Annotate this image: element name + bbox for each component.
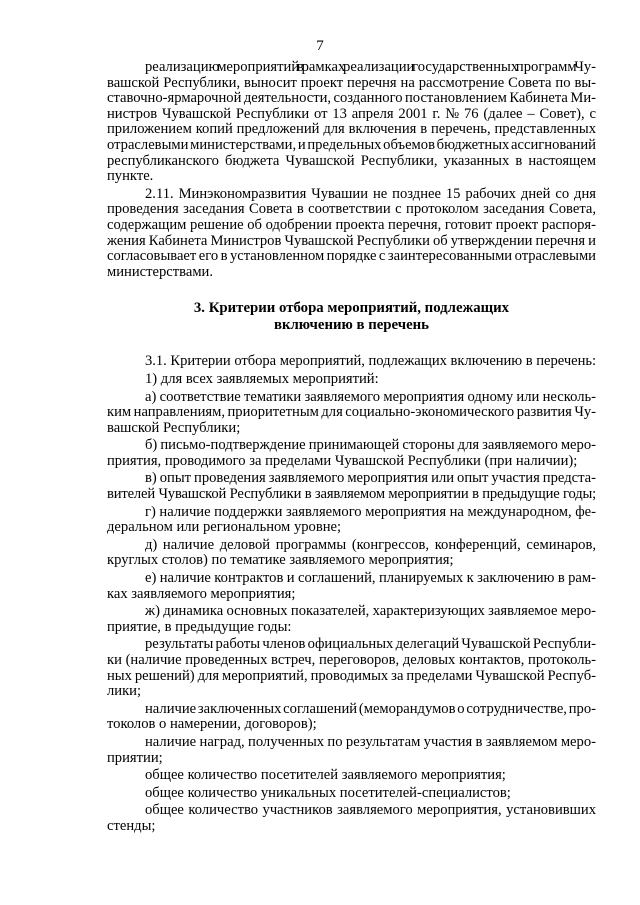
paragraph-line: приятие, в предыдущие годы:	[107, 618, 292, 635]
paragraph-line: республиканского бюджета Чувашской Республики, указанных в настоящем	[107, 152, 596, 169]
paragraph-line: стенды;	[107, 817, 156, 834]
paragraph-line: в) опыт проведения заявляемого мероприятия или опыт участия предста-	[145, 470, 596, 487]
paragraph-line: приятии;	[107, 749, 163, 766]
paragraph-line: общее количество посетителей заявляемого мероприятия;	[145, 767, 506, 784]
paragraph	[107, 505, 596, 536]
paragraph-line: токолов о намерении, договоров);	[107, 716, 317, 733]
paragraph-line: г) наличие поддержки заявляемого мероприятия на международном, фе-	[145, 503, 596, 520]
paragraph-line: 3.1. Критерии отбора мероприятий, подлежащих включению в перечень:	[145, 353, 596, 370]
paragraph-line: отраслевыми министерствами, и предельных объемов бюджетных ассигнований	[107, 136, 596, 153]
paragraph	[107, 571, 596, 602]
paragraphs-bottom	[107, 354, 596, 834]
paragraph-line: ким направлениям, приоритетным для социально-экономического развития Чу-	[107, 404, 596, 421]
paragraph	[107, 390, 596, 437]
paragraph-line: вителей Чувашской Республики в заявляемом мероприятии в предыдущие годы;	[107, 486, 596, 503]
paragraph	[107, 538, 596, 569]
paragraph	[107, 637, 596, 699]
paragraph-line: 1) для всех заявляемых мероприятий:	[145, 370, 379, 387]
paragraph-line: вашской Республики, выносит проект перечня на рассмотрение Совета по вы-	[107, 74, 596, 91]
paragraph-line: круглых столов) по тематике заявляемого мероприятия;	[107, 552, 454, 569]
page-number: 7	[316, 38, 324, 54]
paragraph-line: е) наличие контрактов и соглашений, планируемых к заключению в рам-	[145, 570, 596, 587]
paragraph-line: содержащим решение об одобрении проекта перечня, готовит проект распоря-	[107, 216, 596, 233]
paragraph-line: ках заявляемого мероприятия;	[107, 585, 296, 602]
paragraph-line: реализацию мероприятий в рамках реализации государственных программ Чу-	[145, 59, 596, 75]
section-heading	[107, 300, 596, 334]
paragraph-line: проведения заседания Совета в соответствии с протоколом заседания Совета,	[107, 201, 596, 218]
paragraph-line: нистров Чувашской Республики от 13 апреля 2001 г. № 76 (далее – Совет), с	[107, 105, 596, 122]
paragraph-line: 2.11. Минэкономразвития Чувашии не позднее 15 рабочих дней со дня	[145, 185, 596, 202]
paragraph	[107, 604, 596, 635]
section-heading-line-2: включению в перечень	[273, 317, 429, 334]
paragraph-line: общее количество уникальных посетителей-специалистов;	[145, 784, 511, 801]
section-heading-line-1: 3. Критерии отбора мероприятий, подлежащих	[193, 300, 510, 317]
paragraph-line: лики;	[107, 683, 142, 700]
paragraph-line: жения Кабинета Министров Чувашской Республики об утверждении перечня и	[107, 232, 596, 249]
paragraph-line: д) наличие деловой программы (конгрессов, конференций, семинаров,	[145, 536, 596, 553]
page-content	[107, 60, 596, 835]
paragraph-line: наличие наград, полученных по результатам участия в заявляемом меро-	[145, 733, 596, 750]
paragraph	[107, 735, 596, 766]
paragraph	[107, 471, 596, 502]
paragraph-line: деральном или региональном уровне;	[107, 519, 342, 536]
paragraph-line: наличие заключенных соглашений (меморандумов о сотрудничестве, про-	[145, 700, 596, 717]
paragraph	[107, 768, 596, 784]
paragraph	[107, 803, 596, 834]
paragraph-line: б) письмо-подтверждение принимающей стороны для заявляемого меро-	[145, 437, 596, 454]
paragraph-line: приятия, проводимого за пределами Чувашской Республики (при наличии);	[107, 452, 578, 469]
paragraph-line: пункте.	[107, 168, 154, 185]
paragraph-line: общее количество участников заявляемого мероприятия, установивших	[145, 802, 596, 819]
paragraph-line: результаты работы членов официальных делегаций Чувашской Республи-	[145, 636, 596, 653]
paragraph-line: а) соответствие тематики заявляемого мероприятия одному или несколь-	[145, 388, 596, 405]
paragraph	[107, 702, 596, 733]
paragraph	[107, 354, 596, 370]
paragraph	[107, 438, 596, 469]
paragraph-line: ж) динамика основных показателей, характеризующих заявляемое меро-	[145, 603, 596, 620]
paragraphs-top	[107, 60, 596, 280]
paragraph	[107, 786, 596, 802]
paragraph	[107, 372, 596, 388]
paragraph-line: ных решений) для мероприятий, проводимых за пределами Чувашской Респуб-	[107, 667, 596, 684]
paragraph	[107, 187, 596, 281]
paragraph-line: ставочно-ярмарочной деятельности, созданного постановлением Кабинета Ми-	[107, 90, 596, 107]
paragraph-line: вашской Республики;	[107, 419, 241, 436]
paragraph	[107, 60, 596, 185]
paragraph-line: ки (наличие проведенных встреч, переговоров, деловых контактов, протоколь-	[107, 652, 596, 668]
paragraph-line: министерствами.	[107, 263, 214, 280]
paragraph-line: согласовывает его в установленном порядке с заинтересованными отраслевыми	[107, 248, 596, 265]
paragraph-line: приложением копий предложений для включения в перечень, представленных	[107, 121, 596, 138]
